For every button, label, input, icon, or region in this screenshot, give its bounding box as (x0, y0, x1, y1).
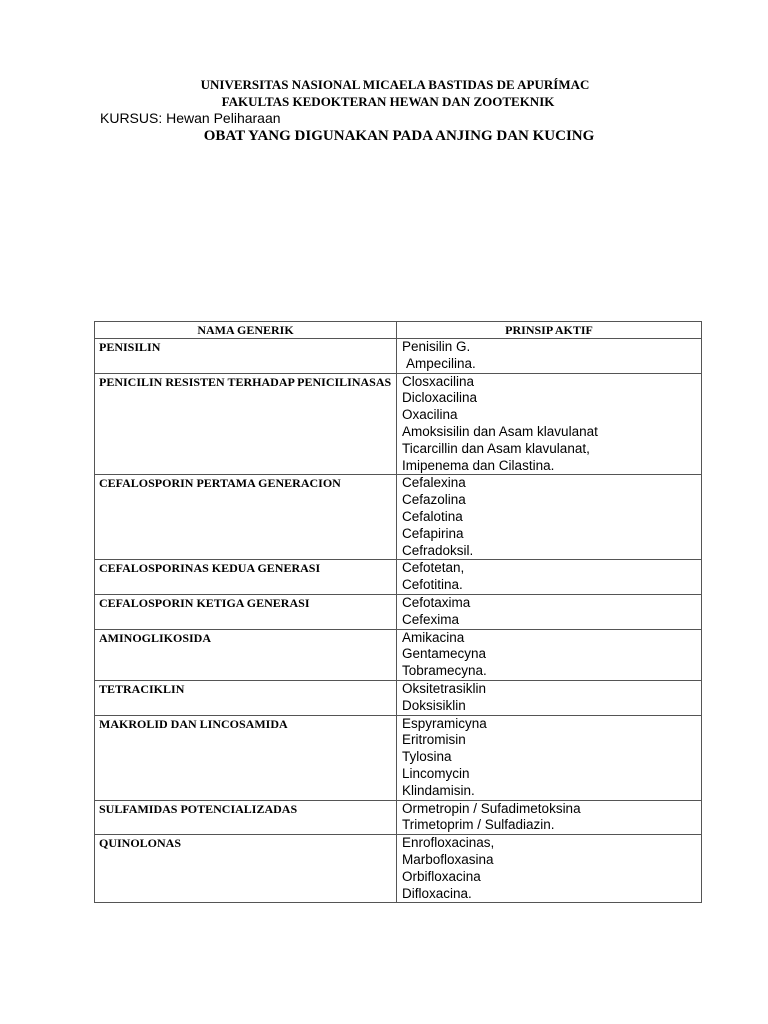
generic-name-cell: QUINOLONAS (95, 835, 397, 903)
active-principle-item: Marbofloxasina (402, 851, 494, 867)
active-principle-cell (397, 373, 702, 475)
active-principle-item: Oksitetrasiklin (402, 680, 487, 696)
active-principle-item: Ampecilina. (406, 355, 476, 371)
active-principle-item: Cefexima (402, 611, 460, 627)
active-principle-item: Enrofloxacinas, (402, 835, 495, 851)
course-label: KURSUS: Hewan Peliharaan (100, 110, 281, 126)
active-principle-item: Difloxacina. (402, 885, 472, 901)
active-principle-item: Oxacilina (402, 407, 458, 423)
table-row (95, 629, 702, 680)
table-header-row (95, 322, 702, 339)
active-principle-cell (397, 715, 702, 800)
generic-name-cell: SULFAMIDAS POTENCIALIZADAS (95, 800, 397, 835)
table-row (95, 715, 702, 800)
active-principle-cell (397, 594, 702, 629)
table-body (95, 339, 702, 903)
active-principle-item: Lincomycin (402, 765, 470, 781)
generic-name-cell: AMINOGLIKOSIDA (95, 629, 397, 680)
active-principle-item: Tobramecyna. (402, 663, 487, 679)
active-principle-item: Trimetoprim / Sulfadiazin. (402, 817, 555, 833)
generic-name-cell: CEFALOSPORIN KETIGA GENERASI (95, 594, 397, 629)
active-principle-item: Cefapirina (402, 525, 464, 541)
active-principle-item: Doksisiklin (402, 697, 466, 713)
active-principle-item: Ormetropin / Sufadimetoksina (402, 800, 581, 816)
active-principle-item: Ticarcillin dan Asam klavulanat, (402, 440, 590, 456)
table-row (95, 835, 702, 903)
table-row (95, 339, 702, 374)
active-principle-item: Imipenema dan Cilastina. (402, 457, 555, 473)
active-principle-item: Cefalexina (402, 475, 466, 491)
active-principle-item: Cefazolina (402, 492, 466, 508)
generic-name-cell: CEFALOSPORINAS KEDUA GENERASI (95, 560, 397, 595)
active-principle-cell (397, 680, 702, 715)
active-principle-item: Cefalotina (402, 508, 463, 524)
faculty-name: FAKULTAS KEDOKTERAN HEWAN DAN ZOOTEKNIK (221, 94, 555, 109)
active-principle-item: Cefotaxima (402, 594, 471, 610)
active-principle-item: Orbifloxacina (402, 868, 481, 884)
active-principle-item: Closxacilina (402, 373, 475, 389)
active-principle-item: Cefotetan, (402, 560, 465, 576)
table-row (95, 560, 702, 595)
column-header-generic-name: NAMA GENERIK (95, 322, 397, 339)
active-principle-cell (397, 560, 702, 595)
active-principle-cell (397, 475, 702, 560)
active-principle-item: Eritromisin (402, 732, 466, 748)
active-principle-cell (397, 800, 702, 835)
active-principle-item: Cefradoksil. (402, 542, 474, 558)
active-principle-item: Klindamisin. (402, 782, 475, 798)
column-header-active-principle: PRINSIP AKTIF (397, 322, 702, 339)
generic-name-cell: TETRACIKLIN (95, 680, 397, 715)
active-principle-cell (397, 339, 702, 374)
active-principle-item: Tylosina (402, 749, 452, 765)
active-principle-item: Amikacina (402, 629, 465, 645)
university-name: UNIVERSITAS NASIONAL MICAELA BASTIDAS DE APURÍMAC (200, 77, 590, 92)
table-row (95, 800, 702, 835)
active-principle-item: Amoksisilin dan Asam klavulanat (402, 423, 598, 439)
generic-name-cell: PENICILIN RESISTEN TERHADAP PENICILINASAS (95, 373, 397, 475)
table-row (95, 680, 702, 715)
active-principle-item: Dicloxacilina (402, 390, 478, 406)
active-principle-item: Penisilin G. (402, 339, 471, 354)
table-row (95, 594, 702, 629)
generic-name-cell: CEFALOSPORIN PERTAMA GENERACION (95, 475, 397, 560)
table-row (95, 475, 702, 560)
generic-name-cell: PENISILIN (95, 339, 397, 374)
active-principle-cell (397, 835, 702, 903)
active-principle-item: Gentamecyna (402, 646, 487, 662)
document-title: OBAT YANG DIGUNAKAN PADA ANJING DAN KUCING (203, 128, 595, 144)
table-row (95, 373, 702, 475)
generic-name-cell: MAKROLID DAN LINCOSAMIDA (95, 715, 397, 800)
active-principle-cell (397, 629, 702, 680)
active-principle-item: Espyramicyna (402, 715, 487, 731)
drug-table (94, 321, 702, 903)
active-principle-item: Cefotitina. (402, 577, 463, 593)
